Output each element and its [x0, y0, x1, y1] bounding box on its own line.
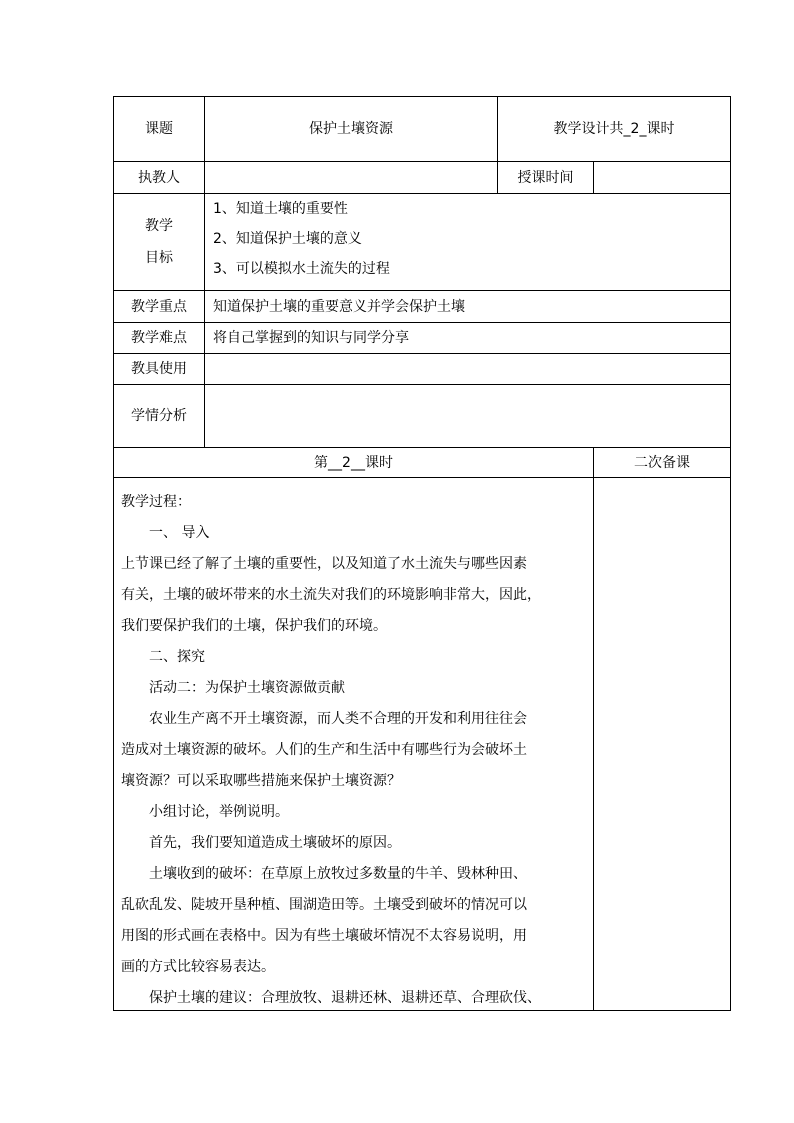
- process-line: 保护土壤的建议：合理放牧、退耕还林、退耕还草、合理砍伐、: [149, 990, 541, 1006]
- teacher-value[interactable]: [205, 162, 498, 194]
- key-points-value: 知道保护土壤的重要意义并学会保护土壤: [205, 291, 730, 323]
- process-line: 小组讨论，举例说明。: [149, 804, 289, 820]
- goal-item: 1、知道土壤的重要性: [213, 201, 348, 217]
- class-time-label: 授课时间: [498, 162, 594, 194]
- process-line: 壤资源？可以采取哪些措施来保护土壤资源？: [121, 773, 401, 789]
- goals-label-line1: 教学: [145, 218, 173, 234]
- difficulties-value: 将自己掌握到的知识与同学分享: [205, 323, 730, 354]
- goal-item: 3、可以模拟水土流失的过程: [213, 261, 390, 277]
- class-time-value[interactable]: [594, 162, 730, 194]
- lesson-plan-table: [113, 96, 731, 1011]
- key-points-label: 教学重点: [114, 291, 205, 323]
- process-line: 二、探究: [149, 649, 205, 665]
- topic-value: 保护土壤资源: [205, 97, 498, 162]
- teaching-process: [114, 478, 594, 1010]
- topic-label: 课题: [114, 97, 205, 162]
- process-line: 上节课已经了解了土壤的重要性，以及知道了水土流失与哪些因素: [121, 556, 527, 572]
- process-line: 教学过程：: [121, 494, 191, 510]
- tools-label: 教具使用: [114, 354, 205, 385]
- tools-value[interactable]: [205, 354, 730, 385]
- process-line: 乱砍乱发、陡坡开垦种植、围湖造田等。土壤受到破坏的情况可以: [121, 897, 527, 913]
- process-line: 首先，我们要知道造成土壤破坏的原因。: [149, 835, 401, 851]
- process-line: 一、 导入: [149, 525, 210, 541]
- process-line: 画的方式比较容易表达。: [121, 959, 275, 975]
- process-line: 造成对土壤资源的破坏。人们的生产和生活中有哪些行为会破坏土: [121, 742, 527, 758]
- analysis-label: 学情分析: [114, 385, 205, 448]
- goals-label: [114, 194, 205, 291]
- teacher-label: 执教人: [114, 162, 205, 194]
- backup-label: 二次备课: [594, 448, 730, 478]
- goals-content: [205, 194, 730, 291]
- goal-item: 2、知道保护土壤的意义: [213, 231, 362, 247]
- process-line: 有关，土壤的破坏带来的水土流失对我们的环境影响非常大，因此，: [121, 587, 541, 603]
- process-line: 活动二：为保护土壤资源做贡献: [149, 680, 345, 696]
- goals-label-line2: 目标: [145, 250, 173, 266]
- lesson-number: 第__2__课时: [114, 448, 594, 478]
- process-line: 我们要保护我们的土壤，保护我们的环境。: [121, 618, 387, 634]
- process-line: 用图的形式画在表格中。因为有些土壤破坏情况不太容易说明，用: [121, 928, 527, 944]
- difficulties-label: 教学难点: [114, 323, 205, 354]
- process-line: 农业生产离不开土壤资源，而人类不合理的开发和利用往往会: [149, 711, 527, 727]
- process-line: 土壤收到的破坏：在草原上放牧过多数量的牛羊、毁林种田、: [149, 866, 527, 882]
- design-info: 教学设计共_2_课时: [498, 97, 730, 162]
- analysis-value[interactable]: [205, 385, 730, 448]
- backup-content[interactable]: [594, 478, 730, 1010]
